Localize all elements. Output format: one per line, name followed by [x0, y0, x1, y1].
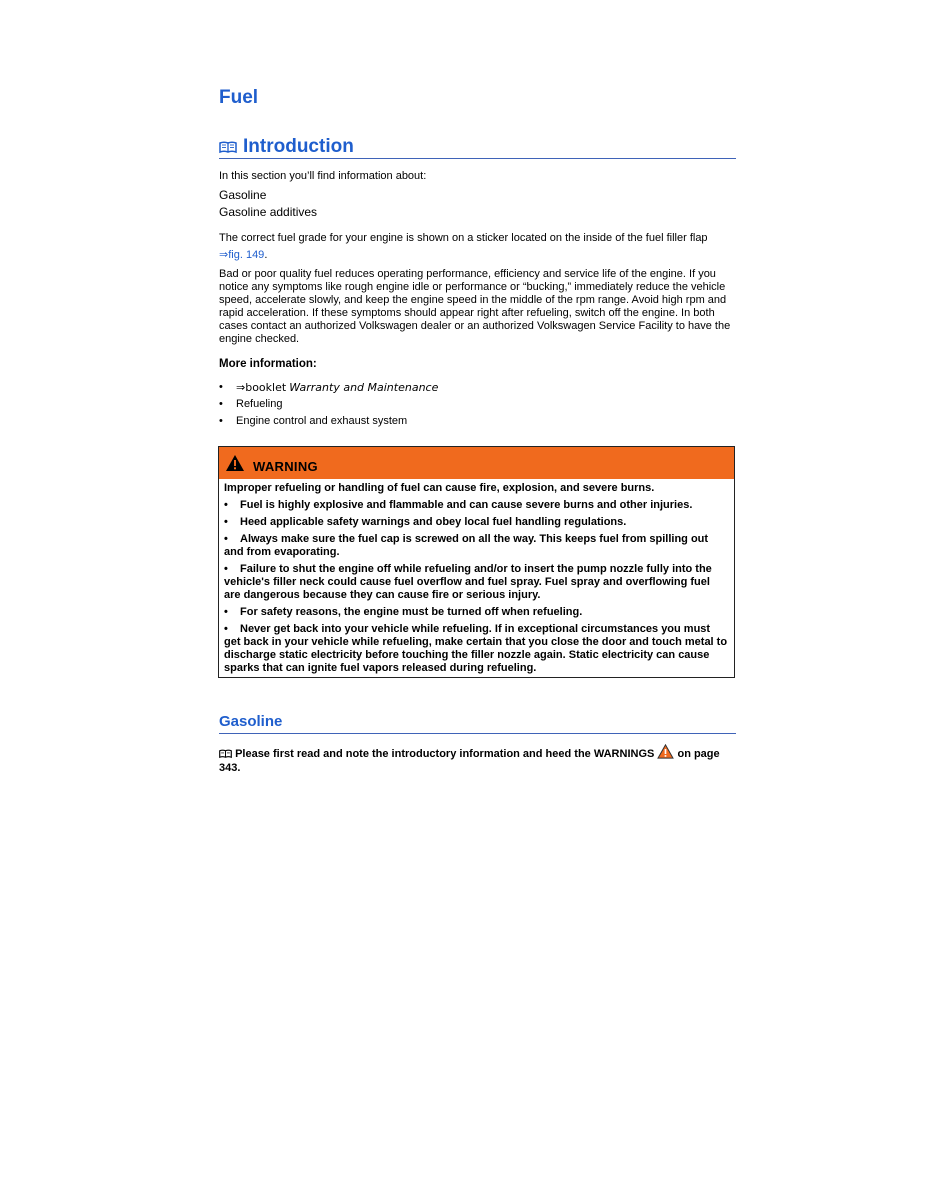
intro-line: In this section you’ll find information about: — [219, 170, 427, 182]
list-item[interactable]: • Engine control and exhaust system — [219, 414, 438, 431]
section-title-text: Introduction — [243, 136, 354, 157]
warning-body — [219, 479, 734, 675]
warning-triangle-icon — [225, 454, 245, 472]
warning-item: • Always make sure the fuel cap is screwed on all the way. This keeps fuel from spilling out and from evaporating. — [224, 533, 709, 558]
period: . — [264, 249, 268, 261]
bad-fuel-paragraph: Bad or poor quality fuel reduces operating performance, efficiency and service life of the engine. If you notice any symptoms like rough engine idle or performance or “bucking,” immediately reduce the vehicle speed, accelerate slowly, and keep the engine speed in the middle of the rpm range. Avoid high rpm and rapid acceleration. If these symptoms should appear right after refueling, switch off the engine. In both cases contact an authorized Volkswagen dealer or an authorized Volkswagen Service Facility to have the engine checked. — [219, 268, 731, 345]
warning-header — [219, 447, 734, 479]
warning-item: • For safety reasons, the engine must be turned off when refueling. — [224, 606, 583, 618]
intro-note — [219, 744, 739, 775]
figure-link[interactable]: ⇒fig. 149 — [219, 249, 265, 261]
list-item[interactable] — [219, 380, 438, 397]
warning-triangle-icon — [657, 744, 674, 759]
warning-item: • Fuel is highly explosive and flammable and can cause severe burns and other injuries. — [224, 499, 693, 511]
more-info-heading: More information: — [219, 358, 317, 370]
section-rule — [219, 158, 736, 159]
warning-item: • Failure to shut the engine off while refueling and/or to insert the pump nozzle fully into the vehicle's filler neck could cause fuel overflow and fuel spray. Fuel spray and overflowing fuel are dangerous because they can cause fire or serious injury. — [224, 563, 712, 601]
note-text: Please first read and note the introductory information and heed the WARNINGS — [235, 748, 655, 760]
note-page-ref[interactable]: on page 343. — [219, 748, 720, 774]
booklet-title: Warranty and Maintenance — [289, 381, 439, 394]
section-rule — [219, 733, 736, 734]
topic-link-gasoline-additives[interactable]: Gasoline additives — [219, 205, 318, 219]
warning-box — [218, 446, 735, 678]
warning-lead: Improper refueling or handling of fuel can cause fire, explosion, and severe burns. — [224, 482, 655, 494]
more-info-list — [219, 380, 438, 431]
warning-item: • Heed applicable safety warnings and obey local fuel handling regulations. — [224, 516, 627, 528]
topic-link-gasoline[interactable]: Gasoline — [219, 188, 267, 202]
fuel-grade-ref — [219, 249, 739, 262]
section-title-gasoline: Gasoline — [219, 713, 283, 730]
booklet-ref: ⇒booklet — [236, 381, 287, 394]
fuel-grade-paragraph: The correct fuel grade for your engine is shown on a sticker located on the inside of the fuel filler flap — [219, 232, 708, 244]
page-title: Fuel — [219, 87, 259, 108]
warning-item: • Never get back into your vehicle while refueling. If in exceptional circumstances you must get back in your vehicle while refueling, make certain that you close the door and touch metal to discharge static electricity before touching the filler nozzle again. Static electricity can cause sparks that can ignite fuel vapors released during refueling. — [224, 623, 728, 674]
book-icon — [219, 749, 232, 759]
section-title-introduction — [219, 136, 354, 158]
list-item[interactable]: • Refueling — [219, 397, 438, 414]
book-icon — [219, 141, 237, 154]
warning-title: WARNING — [253, 458, 318, 474]
